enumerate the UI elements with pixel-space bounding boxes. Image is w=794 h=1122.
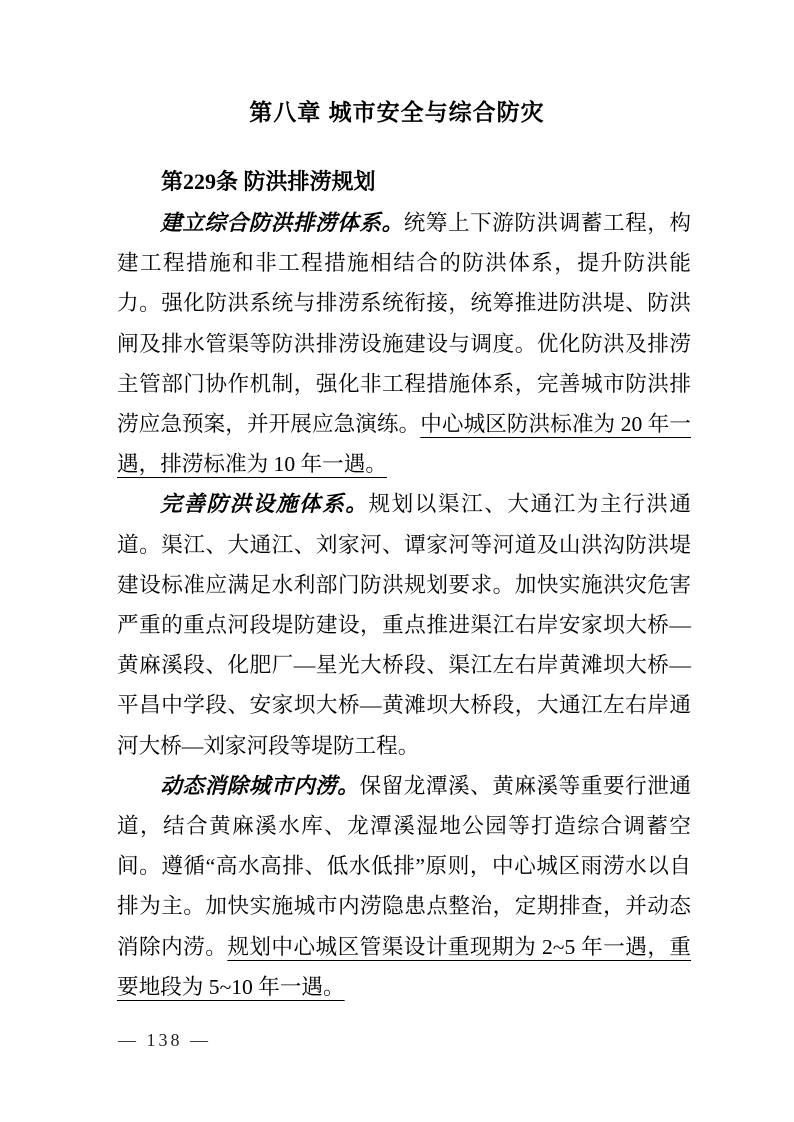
paragraph-body: 保留龙潭溪、黄麻溪等重要行泄通道，结合黄麻溪水库、龙潭溪湿地公园等打造综合调蓄空间。遵循“高水高排、低水低排”原则，中心城区雨涝水以自排为主。加快实施城市内涝隐患点整治，定期排查，并动态消除内涝。	[117, 773, 691, 959]
chapter-title: 第八章 城市安全与综合防灾	[249, 99, 545, 125]
page-number: — 138 —	[118, 1030, 211, 1050]
paragraph-flood-drainage-system	[117, 203, 691, 484]
paragraph-underlined-text: 规划中心城区管渠设计重现期为 2~5 年一遇，重要地段为 5~10 年一遇。	[117, 934, 691, 999]
paragraph-lead: 建立综合防洪排涝体系。	[160, 211, 404, 235]
paragraph-lead: 动态消除城市内涝。	[160, 773, 360, 798]
paragraph-lead: 完善防洪设施体系。	[160, 492, 369, 517]
paragraph-underlined-text: 中心城区防洪标准为 20 年一遇，排涝标准为 10 年一遇。	[117, 412, 691, 477]
document-body	[117, 166, 691, 1007]
paragraph-flood-facilities	[117, 484, 691, 765]
article-heading: 第229条 防洪排涝规划	[161, 169, 376, 194]
paragraph-urban-waterlogging	[117, 766, 691, 1007]
paragraph-body: 统筹上下游防洪调蓄工程，构建工程措施和非工程措施相结合的防洪体系，提升防洪能力。强化防洪系统与排涝系统衔接，统筹推进防洪堤、防洪闸及排水管渠等防洪排涝设施建设与调度。优化防洪及排涝主管部门协作机制，强化非工程措施体系，完善城市防洪排涝应急预案，并开展应急演练。	[117, 211, 691, 437]
paragraph-body: 规划以渠江、大通江为主行洪通道。渠江、大通江、刘家河、谭家河等河道及山洪沟防洪堤建设标准应满足水利部门防洪规划要求。加快实施洪灾危害严重的重点河段堤防建设，重点推进渠江右岸安家坝大桥—黄麻溪段、化肥厂—星光大桥段、渠江左右岸黄滩坝大桥—平昌中学段、安家坝大桥—黄滩坝大桥段，大通江左右岸通河大桥—刘家河段等堤防工程。	[117, 492, 691, 758]
